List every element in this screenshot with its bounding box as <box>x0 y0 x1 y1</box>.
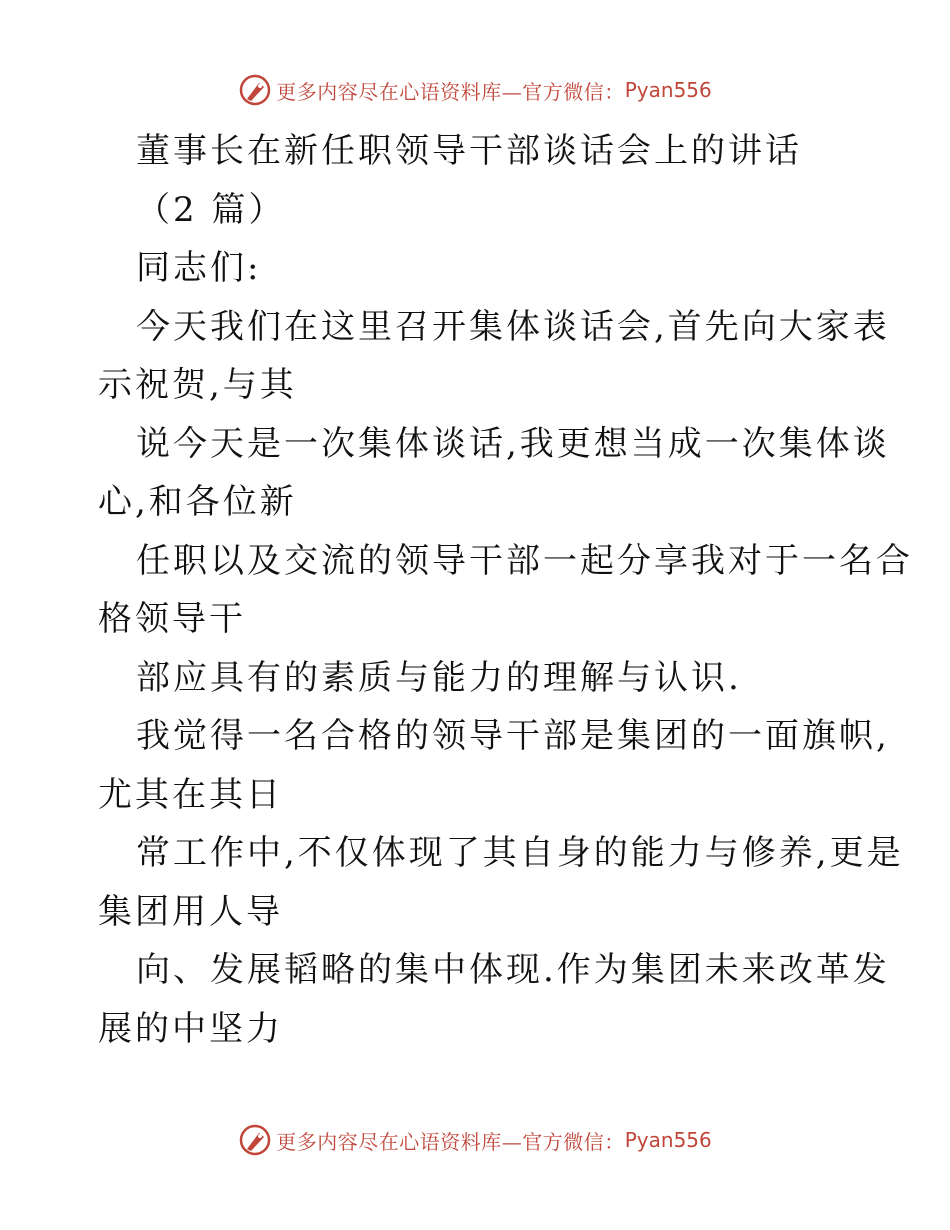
paragraph-line: 示祝贺,与其 <box>98 365 297 405</box>
paragraph-line: 同志们: <box>136 248 262 288</box>
footer-banner <box>0 1120 950 1160</box>
paragraph-line: 展的中坚力 <box>98 1008 283 1049</box>
paragraph-line: 集团用人导 <box>98 891 283 932</box>
paragraph-line: 常工作中,不仅体现了其自身的能力与修养,更是 <box>136 833 904 873</box>
pen-nib-logo-icon <box>238 73 272 107</box>
paragraph-line: 尤其在其日 <box>98 774 283 815</box>
paragraph-line: 向、发展韬略的集中体现.作为集团未来改革发 <box>136 950 890 990</box>
document-title: 董事长在新任职领导干部谈话会上的讲话 <box>136 131 802 171</box>
paragraph-line: 我觉得一名合格的领导干部是集团的一面旗帜, <box>136 716 890 756</box>
paragraph-line: 部应具有的素质与能力的理解与认识. <box>136 657 742 698</box>
pen-nib-logo-icon <box>238 1123 272 1157</box>
banner-text: 更多内容尽在心语资料库—官方微信： <box>276 1129 625 1154</box>
header-banner <box>0 70 950 110</box>
banner-wechat-handle: Pyan556 <box>624 78 712 102</box>
paragraph-line: 任职以及交流的领导干部一起分享我对于一名合 <box>136 540 913 581</box>
document-subtitle: （2 篇） <box>136 189 286 230</box>
paragraph-line: 格领导干 <box>98 599 246 639</box>
paragraph-line: 说今天是一次集体谈话,我更想当成一次集体谈 <box>136 423 890 464</box>
banner-wechat-handle: Pyan556 <box>624 1128 712 1152</box>
banner-text: 更多内容尽在心语资料库—官方微信： <box>276 79 625 104</box>
paragraph-line: 心,和各位新 <box>98 482 297 522</box>
paragraph-line: 今天我们在这里召开集体谈话会,首先向大家表 <box>136 306 890 347</box>
document-body <box>98 122 913 1058</box>
